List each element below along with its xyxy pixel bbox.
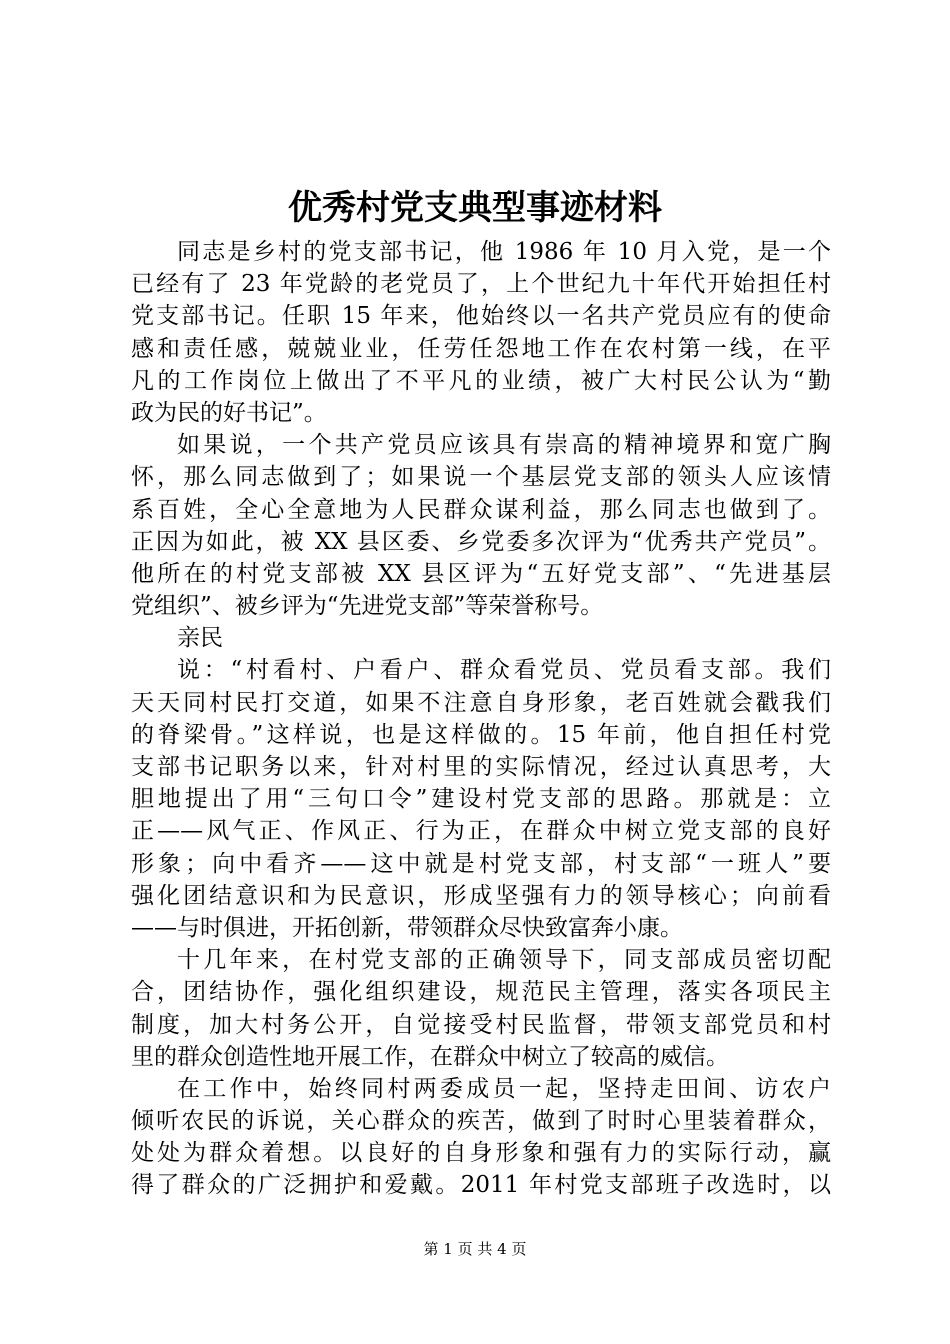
body-text-line: 他所在的村党支部被 XX 县区评为“五好党支部”、“先进基层: [131, 560, 831, 587]
body-text-line: ——与时俱进，开拓创新，带领群众尽快致富奔小康。: [131, 914, 683, 941]
body-text-line: 凡的工作岗位上做出了不平凡的业绩，被广大村民公认为“勤: [131, 367, 831, 394]
body-text-line: 在工作中，始终同村两委成员一起，坚持走田间、访农户: [177, 1075, 831, 1102]
page-footer: 第 1 页 共 4 页: [423, 1240, 527, 1258]
body-text-line: 亲民: [177, 625, 223, 652]
body-text-line: 怀，那么同志做到了；如果说一个基层党支部的领头人应该情: [131, 464, 831, 491]
body-text-line: 制度，加大村务公开，自觉接受村民监督，带领支部党员和村: [131, 1011, 831, 1038]
body-text-line: 得了群众的广泛拥护和爱戴。2011 年村党支部班子改选时，以: [131, 1172, 831, 1199]
body-text-line: 的脊梁骨。”这样说，也是这样做的。15 年前，他自担任村党: [131, 721, 831, 748]
body-text-line: 同志是乡村的党支部书记，他 1986 年 10 月入党，是一个: [177, 239, 831, 265]
document-body: [131, 236, 831, 1202]
document-title: 优秀村党支典型事迹材料: [288, 188, 662, 228]
body-text-line: 胆地提出了用“三句口令”建设村党支部的思路。那就是：立: [131, 786, 831, 813]
body-text-line: 正——风气正、作风正、行为正，在群众中树立党支部的良好: [131, 818, 831, 845]
body-text-line: 政为民的好书记”。: [131, 399, 327, 426]
body-text-line: 系百姓，全心全意地为人民群众谋利益，那么同志也做到了。: [131, 496, 831, 523]
body-text-line: 已经有了 23 年党龄的老党员了，上个世纪九十年代开始担任村: [131, 271, 831, 298]
body-text-line: 支部书记职务以来，针对村里的实际情况，经过认真思考，大: [131, 754, 831, 780]
body-text-line: 强化团结意识和为民意识，形成坚强有力的领导核心；向前看: [131, 882, 831, 909]
body-text-line: 倾听农民的诉说，关心群众的疾苦，做到了时时心里装着群众，: [131, 1108, 831, 1135]
body-text-line: 天天同村民打交道，如果不注意自身形象，老百姓就会戳我们: [131, 689, 831, 716]
body-text-line: 处处为群众着想。以良好的自身形象和强有力的实际行动，赢: [131, 1140, 831, 1167]
body-text-line: 里的群众创造性地开展工作，在群众中树立了较高的威信。: [131, 1043, 729, 1070]
body-text-line: 正因为如此，被 XX 县区委、乡党委多次评为“优秀共产党员”。: [131, 528, 831, 555]
body-text-line: 十几年来，在村党支部的正确领导下，同支部成员密切配: [177, 947, 831, 974]
body-text-line: 党支部书记。任职 15 年来，他始终以一名共产党员应有的使命: [131, 303, 831, 330]
body-text-line: 说：“村看村、户看户、群众看党员、党员看支部。我们: [177, 657, 831, 684]
body-text-line: 党组织”、被乡评为“先进党支部”等荣誉称号。: [131, 593, 604, 620]
body-text-line: 感和责任感，兢兢业业，任劳任怨地工作在农村第一线，在平: [131, 335, 831, 362]
body-text-line: 合，团结协作，强化组织建设，规范民主管理，落实各项民主: [131, 979, 831, 1006]
body-text-line: 形象；向中看齐——这中就是村党支部，村支部“一班人”要: [131, 850, 831, 877]
body-text-line: 如果说，一个共产党员应该具有崇高的精神境界和宽广胸: [177, 432, 831, 459]
